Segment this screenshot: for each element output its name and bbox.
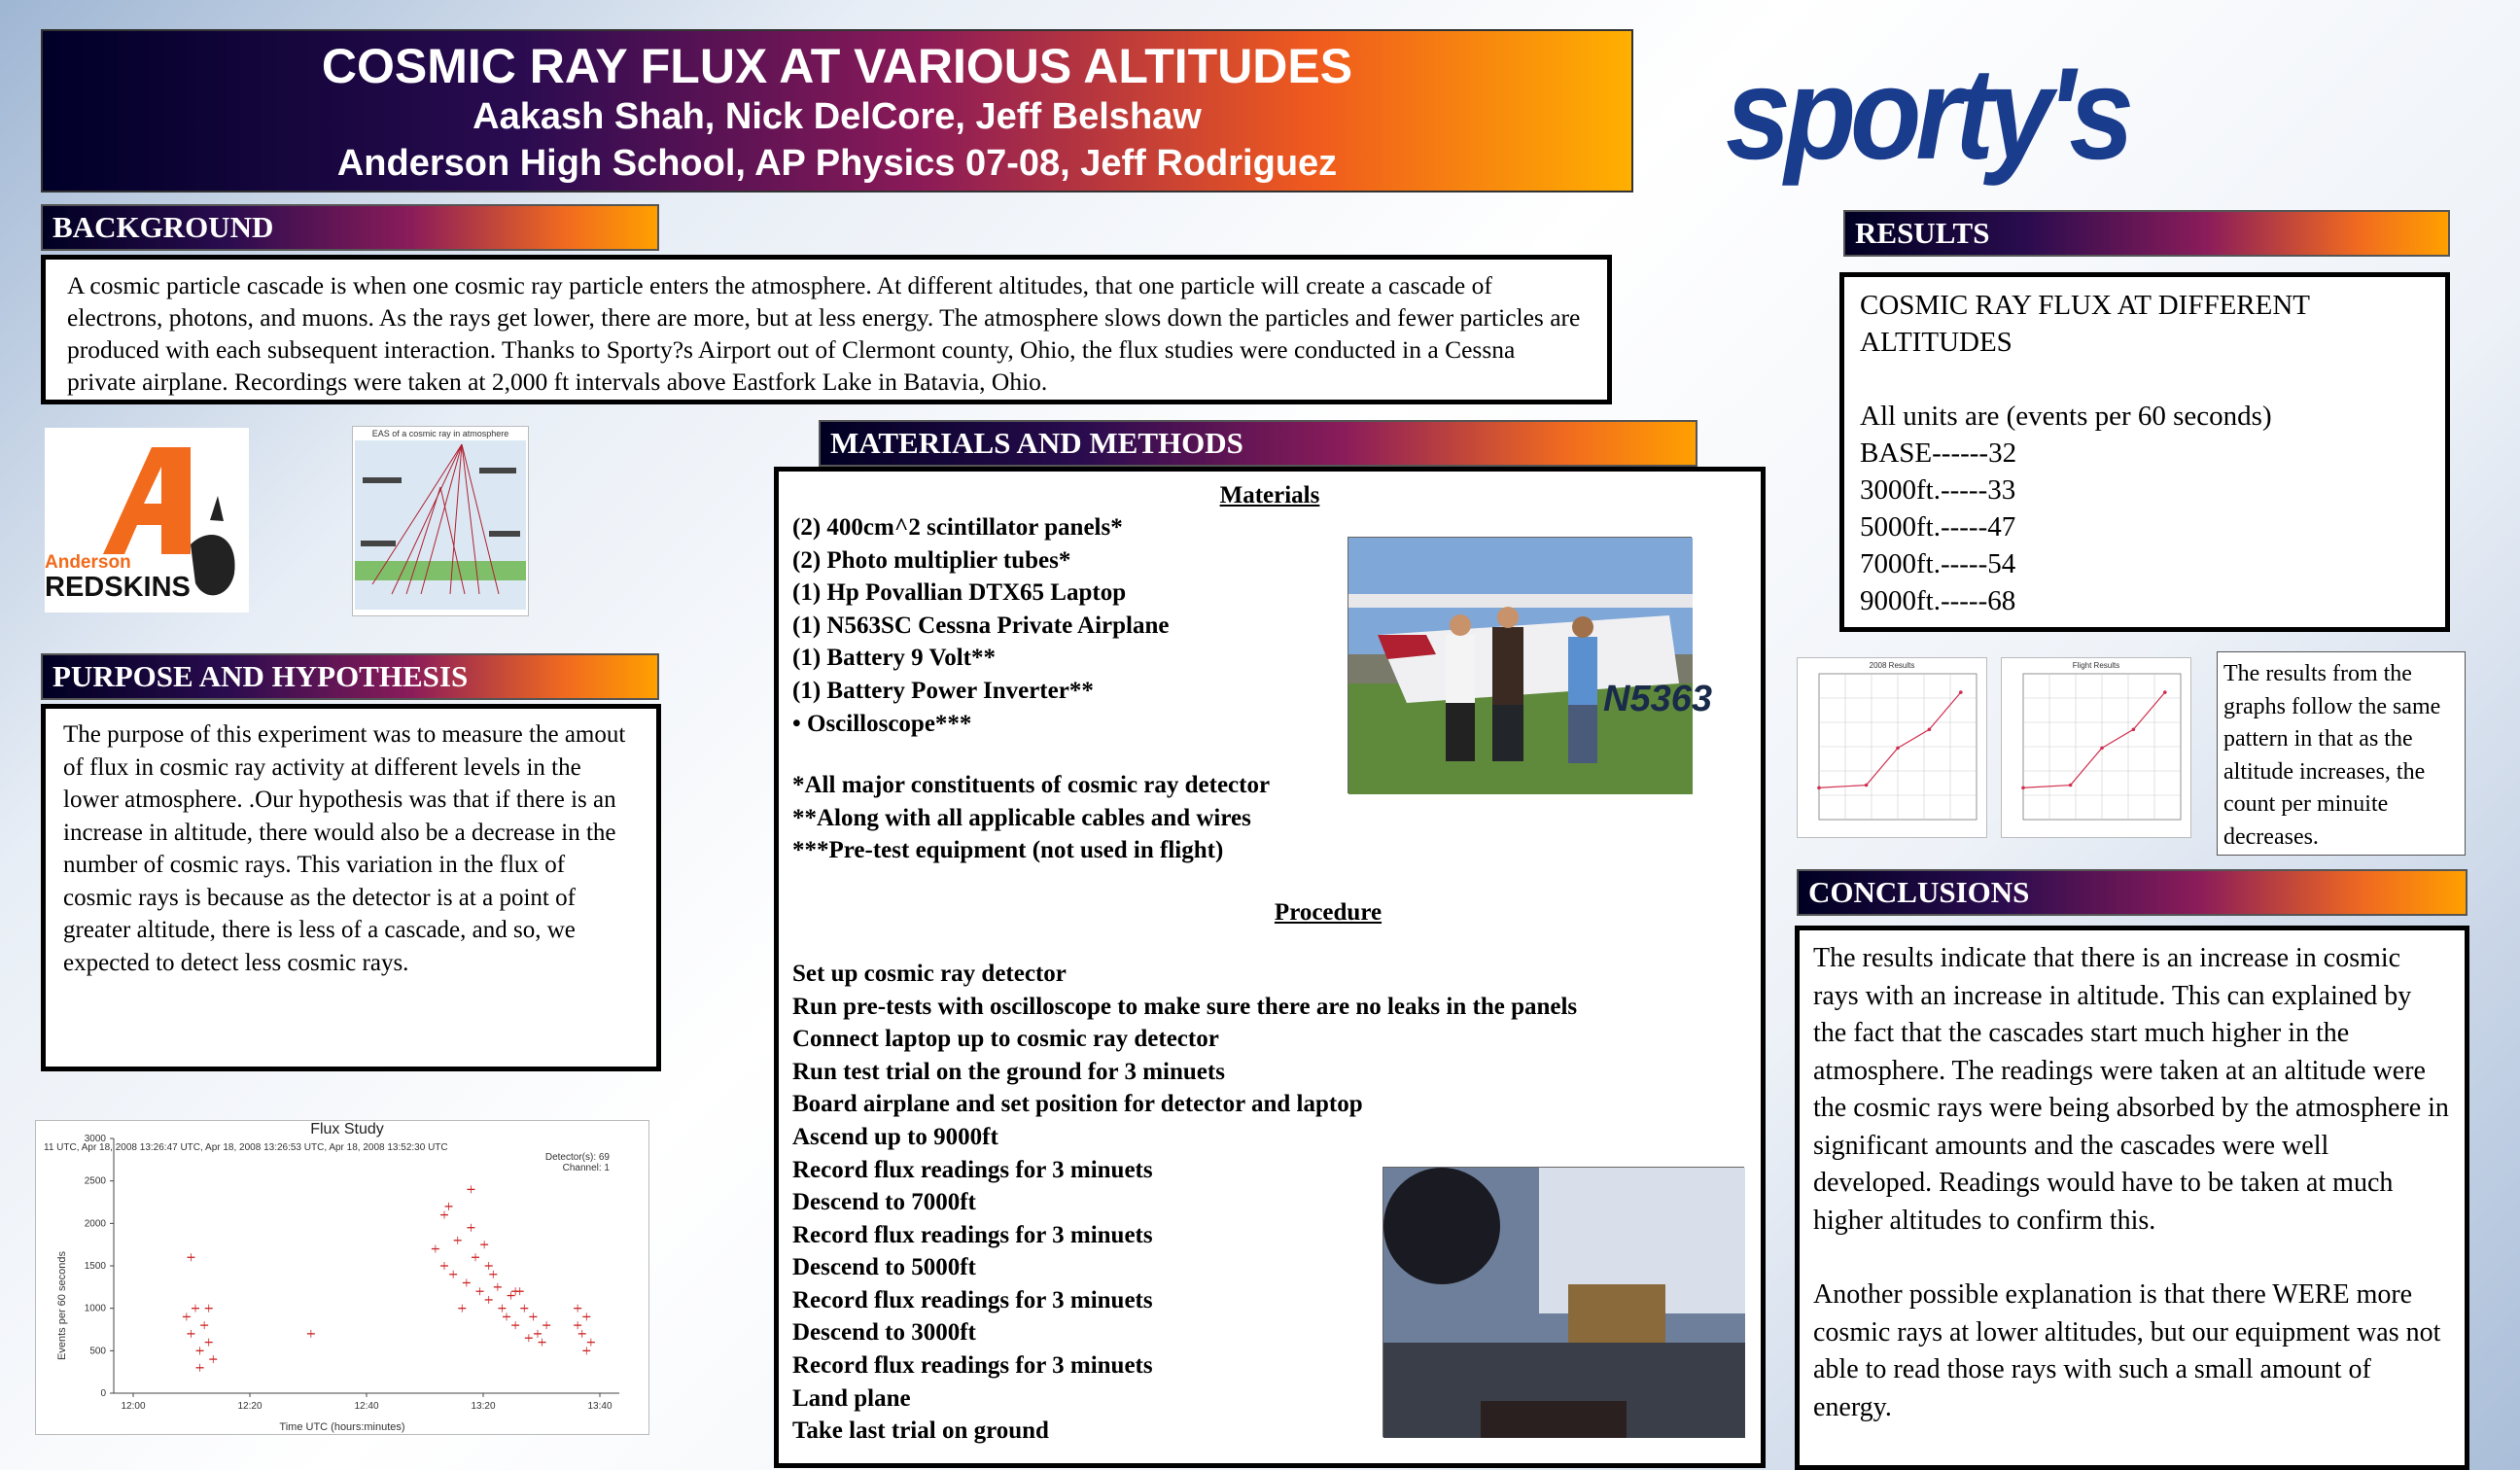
- cascade-figure: [352, 426, 529, 616]
- results-units: All units are (events per 60 seconds): [1860, 401, 2272, 432]
- materials-note: ***Pre-test equipment (not used in flight): [792, 837, 1224, 864]
- procedure-step: Take last trial on ground: [792, 1418, 1049, 1445]
- results-graph-2-data-point: [2021, 786, 2025, 789]
- team-airplane-photo: [1348, 537, 1712, 793]
- background-box: [41, 255, 1612, 404]
- results-graph-2-data-point: [2132, 727, 2136, 731]
- cascade-diagram: [353, 438, 528, 612]
- detector-cockpit-graphic: [1383, 1168, 1745, 1438]
- flux-y-tick-label: 0: [100, 1388, 106, 1399]
- purpose-text: The purpose of this experiment was to measure the amout of flux in cosmic ray activity at different levels in the lower atmosphere. .Our hypothesis was that if there is an increase in altitude, there would also be a decrease in the number of cosmic rays. This variation in the flux of cosmic rays is because as the detector is at a point of greater altitude, there is less of a cascade, and so, we expected to detect less cosmic rays.: [63, 721, 626, 976]
- results-graph-note-box: [2217, 651, 2466, 856]
- materials-note: *All major constituents of cosmic ray detector: [792, 772, 1271, 799]
- results-graph-2-title: Flight Results: [2072, 661, 2120, 670]
- flux-y-tick-label: 2000: [84, 1218, 106, 1230]
- flux-x-tick-label: 12:40: [354, 1401, 379, 1412]
- flux-chart-legend-1: Detector(s): 69: [544, 1152, 610, 1163]
- results-graph-1-svg: [1798, 658, 1986, 837]
- background-header: BACKGROUND: [41, 204, 659, 251]
- cascade-figure-caption: EAS of a cosmic ray in atmosphere: [371, 429, 509, 438]
- poster-title: COSMIC RAY FLUX AT VARIOUS ALTITUDES: [321, 39, 1353, 93]
- procedure-step: Record flux readings for 3 minuets: [792, 1286, 1153, 1313]
- procedure-step: Run pre-tests with oscilloscope to make sure there are no leaks in the panels: [792, 993, 1578, 1020]
- materials-item: (1) Hp Povallian DTX65 Laptop: [792, 579, 1127, 607]
- materials-item: (1) N563SC Cessna Private Airplane: [792, 612, 1170, 639]
- sportys-logo: sporty's: [1726, 40, 2129, 188]
- conclusions-p1: The results indicate that there is an increase in cosmic rays with an increase in altitude. This can explained by the fact that the cascades start much higher in the atmosphere. The readings were taken at an altitude were the cosmic rays were being absorbed by the atmosphere in significant amounts and the cascades were well developed. Readings would have to be taken at much higher altitudes to confirm this.: [1813, 943, 2449, 1236]
- procedure-step: Ascend up to 9000ft: [792, 1123, 998, 1150]
- procedure-step: Set up cosmic ray detector: [792, 960, 1067, 987]
- procedure-step: Record flux readings for 3 minuets: [792, 1156, 1153, 1183]
- materials-note: **Along with all applicable cables and wires: [792, 804, 1251, 831]
- results-graph-1-data-point: [1928, 727, 1932, 731]
- flux-y-tick-label: 3000: [84, 1134, 106, 1144]
- results-graph-1: [1797, 657, 1987, 838]
- procedure-step: Run test trial on the ground for 3 minuets: [792, 1058, 1225, 1085]
- results-graph-2-svg: [2002, 658, 2190, 837]
- results-row: 3000ft.-----33: [1860, 474, 2016, 506]
- materials-item: (1) Battery 9 Volt**: [792, 645, 996, 672]
- flux-chart-subtitle: 11 UTC, Apr 18, 2008 13:26:47 UTC, Apr 18, 2008 13:26:53 UTC, Apr 18, 2008 13:52:30 UTC: [44, 1142, 448, 1153]
- conclusions-p2: Another possible explanation is that there WERE more cosmic rays at lower altitudes, but our equipment was not able to read those rays with such a small amount of energy.: [1813, 1279, 2441, 1422]
- procedure-step: Descend to 3000ft: [792, 1319, 976, 1347]
- flux-y-tick-label: 1500: [84, 1261, 106, 1272]
- conclusions-box: [1795, 926, 2469, 1470]
- flux-y-tick-label: 2500: [84, 1175, 106, 1187]
- flux-y-tick-label: 1000: [84, 1303, 106, 1314]
- procedure-step: Record flux readings for 3 minuets: [792, 1352, 1153, 1380]
- results-graph-2-data-point: [2100, 747, 2104, 751]
- flux-chart-legend-2: Channel: 1: [562, 1163, 610, 1173]
- procedure-step: Descend to 5000ft: [792, 1254, 976, 1281]
- procedure-step: Descend to 7000ft: [792, 1189, 976, 1216]
- results-row: 7000ft.-----54: [1860, 548, 2016, 579]
- procedure-step: Connect laptop up to cosmic ray detector: [792, 1026, 1219, 1053]
- anderson-logo-line2: REDSKINS: [45, 572, 191, 603]
- flux-chart-title: Flux Study: [310, 1121, 384, 1138]
- procedure-step: Land plane: [792, 1384, 911, 1412]
- flux-x-tick-label: 13:20: [471, 1401, 496, 1412]
- results-graph-1-data-point: [1896, 747, 1900, 751]
- flux-y-tick-label: 500: [89, 1346, 106, 1357]
- poster-school: Anderson High School, AP Physics 07-08, Jeff Rodriguez: [336, 143, 1338, 184]
- results-graph-2-data-point: [2069, 784, 2073, 788]
- results-row: BASE------32: [1860, 438, 2017, 469]
- flux-study-chart: [35, 1120, 649, 1435]
- team-airplane-graphic: [1348, 538, 1712, 794]
- procedure-step: Record flux readings for 3 minuets: [792, 1221, 1153, 1248]
- purpose-header: PURPOSE AND HYPOTHESIS: [41, 653, 659, 700]
- results-graph-note: The results from the graphs follow the same pattern in that as the altitude increases, the count per minuite decreases.: [2223, 661, 2441, 850]
- results-title: COSMIC RAY FLUX AT DIFFERENT ALTITUDES: [1860, 290, 2310, 358]
- results-graph-2-data-point: [2163, 690, 2167, 694]
- flux-x-tick-label: 12:00: [121, 1401, 146, 1412]
- detector-cockpit-photo: [1382, 1167, 1744, 1437]
- materials-item: (2) Photo multiplier tubes*: [792, 546, 1071, 574]
- results-graph-1-data-point: [1817, 786, 1821, 789]
- results-graph-2: [2001, 657, 2191, 838]
- procedure-title: Procedure: [1274, 898, 1382, 926]
- anderson-logo-line1: Anderson: [45, 552, 131, 573]
- conclusions-header: CONCLUSIONS: [1797, 869, 2468, 916]
- poster-authors: Aakash Shah, Nick DelCore, Jeff Belshaw: [472, 96, 1202, 137]
- flux-chart-ylabel: Events per 60 seconds: [56, 1251, 68, 1360]
- results-row: 5000ft.-----47: [1860, 511, 2016, 542]
- results-graph-1-data-point: [1865, 784, 1869, 788]
- purpose-box: [41, 704, 661, 1071]
- materials-item: (2) 400cm^2 scintillator panels*: [792, 514, 1123, 541]
- flux-x-tick-label: 13:40: [587, 1401, 612, 1412]
- materials-item: (1) Battery Power Inverter**: [792, 677, 1094, 704]
- results-graph-1-data-point: [1959, 690, 1963, 694]
- materials-title: Materials: [1219, 482, 1320, 508]
- plane-tail-number: N5363: [1603, 679, 1712, 719]
- results-header: RESULTS: [1843, 210, 2450, 257]
- title-banner: [41, 29, 1633, 192]
- results-rows: [1860, 435, 2430, 619]
- results-graph-1-title: 2008 Results: [1869, 661, 1915, 670]
- procedure-step: Board airplane and set position for detector and laptop: [792, 1091, 1363, 1118]
- materials-header: MATERIALS AND METHODS: [819, 420, 1698, 467]
- anderson-logo: [45, 428, 249, 612]
- flux-study-svg: [36, 1121, 648, 1434]
- background-text: A cosmic particle cascade is when one cosmic ray particle enters the atmosphere. At different altitudes, that one particle will create a cascade of electrons, photons, and muons. As the rays get lower, there are more, but at less energy. The atmosphere slows down the particles and fewer particles are produced with each subsequent interaction. Thanks to Sporty?s Airport out of Clermont county, Ohio, the flux studies were conducted in a Cessna private airplane. Recordings were taken at 2,000 ft intervals above Eastfork Lake in Batavia, Ohio.: [67, 271, 1581, 396]
- materials-item: • Oscilloscope***: [792, 710, 972, 737]
- results-box: [1839, 272, 2450, 632]
- flux-x-tick-label: 12:20: [237, 1401, 262, 1412]
- flux-chart-xlabel: Time UTC (hours:minutes): [279, 1421, 405, 1433]
- results-row: 9000ft.-----68: [1860, 585, 2016, 616]
